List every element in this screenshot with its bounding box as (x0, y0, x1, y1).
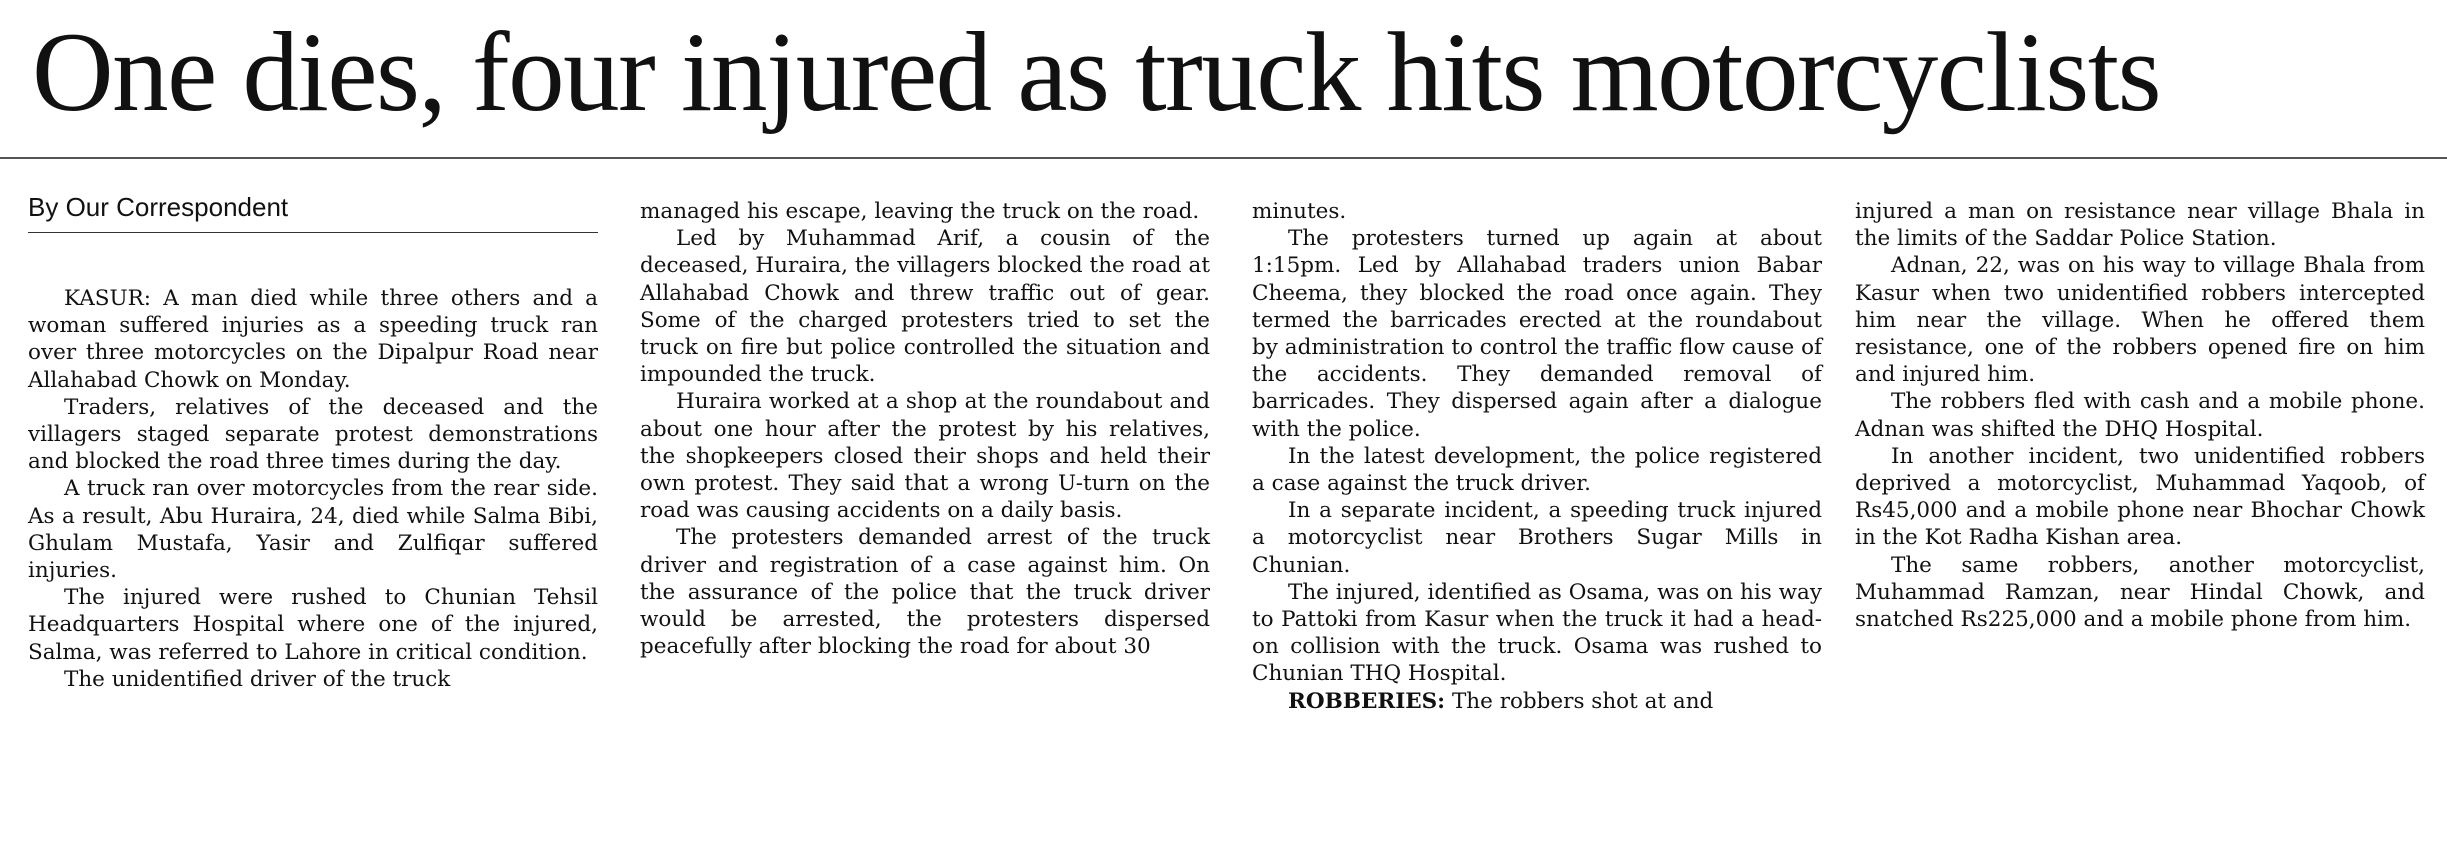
paragraph: The same robbers, another motorcyclist, Muhammad Ramzan, near Hindal Chowk, and snatched Rs225,000 and a mobile phone from him. (1855, 552, 2425, 633)
paragraph: Led by Muhammad Arif, a cousin of the deceased, Huraira, the villagers blocked the road at Allahabad Chowk and threw traffic out of gear. Some of the charged protesters tried to set the truck on fire but police controlled the situation and impounded the truck. (640, 226, 1210, 388)
paragraph: In another incident, two unidentified robbers deprived a motorcyclist, Muhammad Yaqoob, of Rs45,000 and a mobile phone near Bhochar Chowk in the Kot Radha Kishan area. (1855, 443, 2425, 551)
byline: By Our Correspondent (28, 190, 598, 233)
article-column-4 (1855, 198, 2425, 633)
headline-rule (0, 157, 2447, 159)
section-kicker: ROBBERIES: (1288, 688, 1446, 714)
paragraph: The injured, identified as Osama, was on his way to Pattoki from Kasur when the truck it had a head-on collision with the truck. Osama was rushed to Chunian THQ Hospital. (1252, 579, 1822, 687)
paragraph: KASUR: A man died while three others and a woman suffered injuries as a speeding truck ran over three motorcycles on the Dipalpur Road near Allahabad Chowk on Monday. (28, 286, 598, 393)
headline: One dies, four injured as truck hits motorcyclists (32, 10, 2161, 135)
paragraph: A truck ran over motorcycles from the rear side. As a result, Abu Huraira, 24, died while Salma Bibi, Ghulam Mustafa, Yasir and Zulfiqar suffered injuries. (28, 476, 598, 584)
paragraph: In the latest development, the police registered a case against the truck driver. (1252, 443, 1822, 497)
article-column-3 (1252, 198, 1822, 715)
article-column-1 (28, 285, 598, 693)
paragraph-continued: injured a man on resistance near village Bhala in the limits of the Saddar Police Station. (1855, 199, 2425, 252)
paragraph: The protesters demanded arrest of the truck driver and registration of a case against him. On the assurance of the police that the truck driver would be arrested, the protesters dispersed peacefully after blocking the road for about 30 (640, 525, 1210, 660)
paragraph-continued: managed his escape, leaving the truck on the road. (640, 199, 1200, 224)
article-column-2 (640, 198, 1210, 660)
paragraph-continued: minutes. (1252, 199, 1347, 224)
paragraph: Adnan, 22, was on his way to village Bhala from Kasur when two unidentified robbers intercepted him near the village. When he offered them resistance, one of the robbers opened fire on him and injured him. (1855, 253, 2425, 388)
paragraph (1252, 688, 1822, 715)
paragraph: The injured were rushed to Chunian Tehsil Headquarters Hospital where one of the injured, Salma, was referred to Lahore in critical condition. (28, 585, 598, 665)
paragraph: In a separate incident, a speeding truck injured a motorcyclist near Brothers Sugar Mills in Chunian. (1252, 498, 1822, 578)
paragraph-text: The robbers shot at and (1445, 688, 1714, 714)
paragraph: The protesters turned up again at about 1:15pm. Led by Allahabad traders union Babar Cheema, they blocked the road once again. They termed the barricades erected at the roundabout by administration to control the traffic flow cause of the accidents. They demanded removal of barricades. They dispersed again after a dialogue with the police. (1252, 226, 1822, 442)
paragraph: Traders, relatives of the deceased and the villagers staged separate protest demonstrations and blocked the road three times during the day. (28, 394, 598, 475)
paragraph: The unidentified driver of the truck (64, 666, 451, 692)
paragraph: The robbers fled with cash and a mobile phone. Adnan was shifted the DHQ Hospital. (1855, 389, 2425, 442)
paragraph: Huraira worked at a shop at the roundabout and about one hour after the protest by his relatives, the shopkeepers closed their shops and held their own protest. They said that a wrong U-turn on the road was causing accidents on a daily basis. (640, 389, 1210, 524)
